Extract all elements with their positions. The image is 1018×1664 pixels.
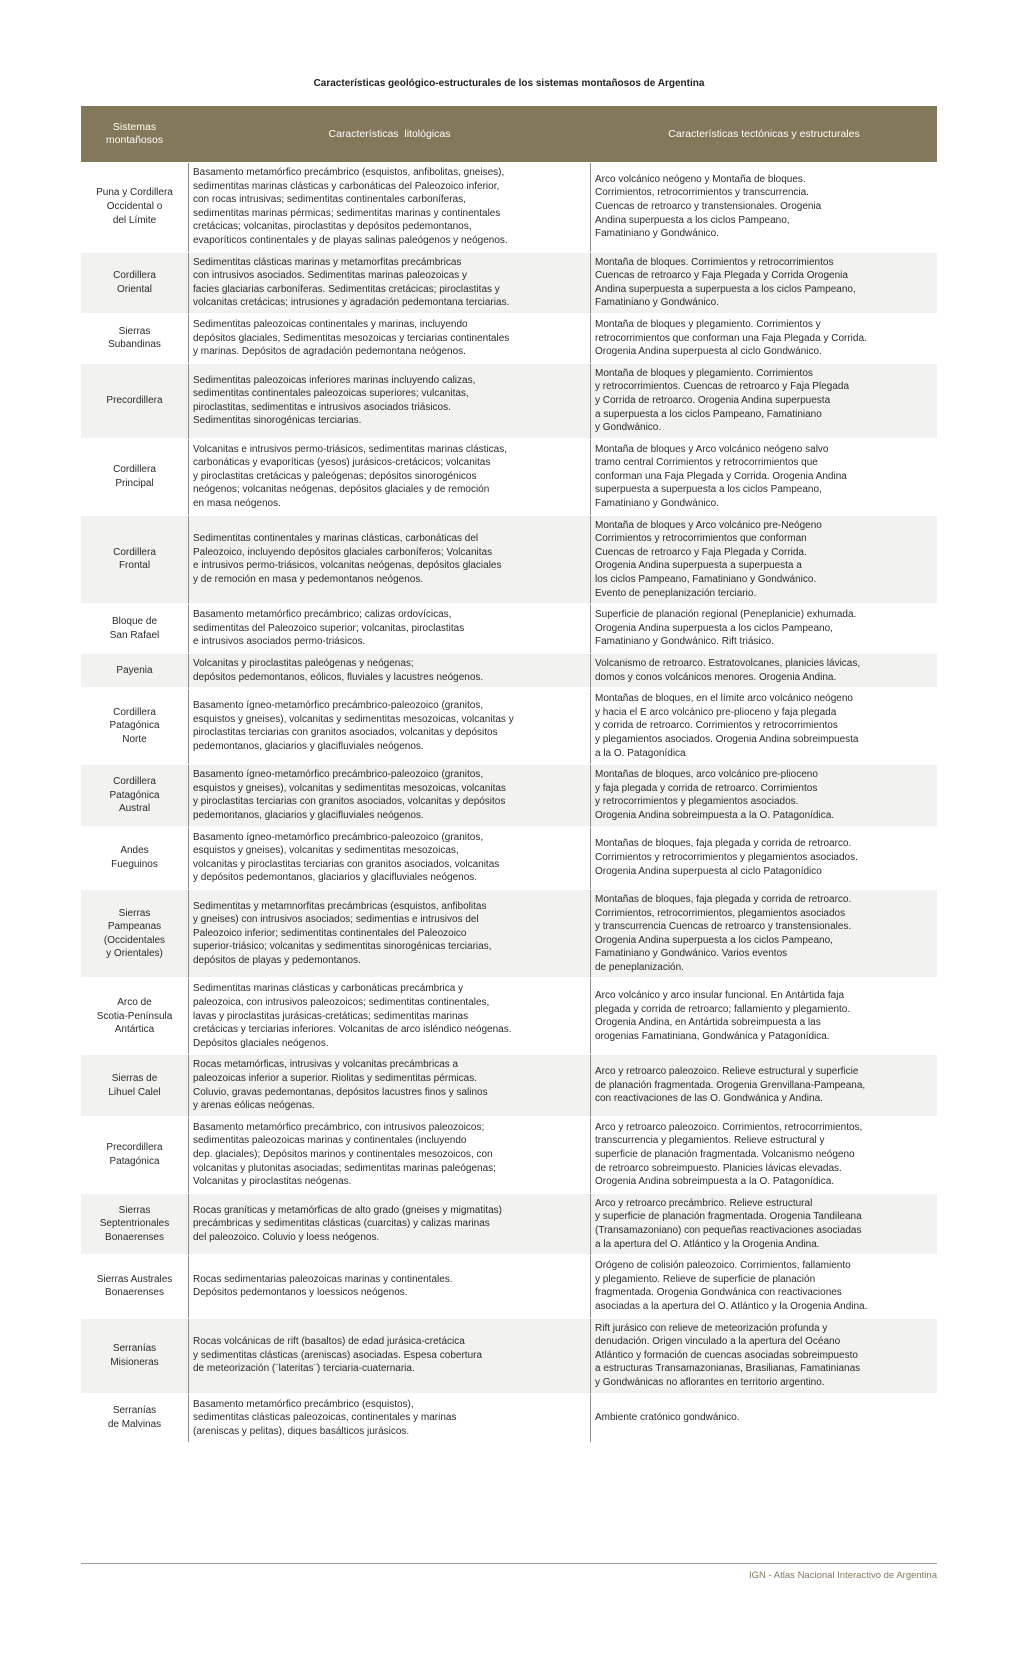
- table-row: [81, 163, 937, 253]
- lithology-cell: Basamento ígneo-metamórfico precámbrico-paleozoico (granitos, esquistos y gneises), volcanitas y sedimentitas mesozoicas, volcanitas y piroclastitas terciarias con granitos asociados, volcanitas y depósitos pedemontanos, glaciarios y glacifluviales neógenos.: [188, 828, 591, 890]
- page-title: Características geológico-estructurales de los sistemas montañosos de Argentina: [313, 78, 705, 89]
- system-cell: Sierras de Lihuel Calel: [81, 1055, 188, 1117]
- table-row: [81, 890, 937, 980]
- lithology-cell: Sedimentitas continentales y marinas clásticas, carbonáticas del Paleozoico, incluyendo depósitos glaciales carboníferos; Volcanitas e intrusivos permo-triásicos, volcanitas neógenas, depósitos glaciales y de remoción en masa y pedemontanos neógenos.: [188, 516, 591, 606]
- lithology-cell: Rocas metamórficas, intrusivas y volcanitas precámbricas a paleozoicas inferior a superior. Riolitas y sedimentitas pérmicas. Coluvio, gravas pedemontanas, depósitos lacustres finos y salinos y arenas eólicas neógenas.: [188, 1055, 591, 1117]
- lithology-cell: Sedimentitas y metamnorfitas precámbricas (esquistos, anfibolitas y gneises) con intrusivos asociados; sedimentias e intrusivos del Paleozoico inferior; sedimentitas continentales del Paleozoico superior-triásico; volcanitas y sedimentitas sinorogénicas terciarias, depósitos de playas y pedemontanos.: [188, 890, 591, 980]
- table-header-row: [81, 106, 937, 163]
- lithology-cell: Sedimentitas paleozoicas inferiores marinas incluyendo calizas, sedimentitas continentales paleozoicas superiores; vulcanitas, piroclastitas, sedimentitas e intrusivos asociados triásicos. Sedimentitas sinorogénicas terciarias.: [188, 364, 591, 440]
- header-tectonics: Características tectónicas y estructurales: [591, 106, 937, 163]
- tectonics-cell: Montañas de bloques, faja plegada y corrida de retroarco. Corrimientos y retrocorrimientos y plegamientos asociados. Orogenia Andina superpuesta al ciclo Patagonídico: [591, 828, 937, 890]
- lithology-cell: Basamento metamórfico precámbrico; calizas ordovícicas, sedimentitas del Paleozoico superior; volcanitas, piroclastitas e intrusivos asociados permo-triásicos.: [188, 605, 591, 654]
- lithology-cell: Rocas graníticas y metamórficas de alto grado (gneises y migmatitas) precámbricas y sedimentitas clásticas (cuarcitas) y calizas marinas del paleozoico. Coluvio y loess neógenos.: [188, 1194, 591, 1256]
- table-row: [81, 689, 937, 765]
- system-cell: Payenia: [81, 654, 188, 689]
- tectonics-cell: Ambiente cratónico gondwánico.: [591, 1395, 937, 1444]
- header-systems: [81, 106, 188, 163]
- table-row: [81, 979, 937, 1055]
- tectonics-cell: Arco y retroarco paleozoico. Relieve estructural y superficie de planación fragmentada. Orogenia Grenvillana-Pampeana, con reactivaciones de las O. Gondwánica y Andina.: [591, 1055, 937, 1117]
- table-row: [81, 1395, 937, 1444]
- tectonics-cell: Montaña de bloques y Arco volcánico pre-Neógeno Corrimientos y retrocorrimientos que conforman Cuencas de retroarco y Faja Plegada y Corrida. Orogenia Andina superpuesta a superpuesta a los ciclos Pampeano, Famatiniano y Gondwánico. Evento de peneplanización terciario.: [591, 516, 937, 606]
- lithology-cell: Basamento metamórfico precámbrico (esquistos), sedimentitas clásticas paleozoicas, continentales y marinas (areniscas y pelitas), diques basálticos jurásicos.: [188, 1395, 591, 1444]
- tectonics-cell: Montañas de bloques, arco volcánico pre-plioceno y faja plegada y corrida de retroarco. Corrimientos y retrocorrimientos y plegamientos asociados. Orogenia Andina sobreimpuesta a la O. Patagonídica.: [591, 765, 937, 827]
- lithology-cell: Basamento metamórfico precámbrico (esquistos, anfibolitas, gneises), sedimentitas marinas clásticas y carbonáticas del Paleozoico inferior, con rocas intrusivas; sedimentitas continentales carboníferas, sedimentitas marinas pérmicas; sedimentitas marinas y continentales cretácicas; volcanitas, piroclastitas y depósitos pedemontanos, evaporíticos continentales y de playas salinas paleógenos y neógenos.: [188, 163, 591, 253]
- system-cell: Bloque de San Rafael: [81, 605, 188, 654]
- lithology-cell: Basamento ígneo-metamórfico precámbrico-paleozoico (granitos, esquistos y gneises), volcanitas y sedimentitas mesozoicas, volcanitas y piroclastitas terciarias con granitos asociados, volcanitas y depósitos pedemontanos, glaciarios y glacifluviales neógenos.: [188, 765, 591, 827]
- lithology-cell: Volcanitas y piroclastitas paleógenas y neógenas; depósitos pedemontanos, eólicos, fluviales y lacustres neógenos.: [188, 654, 591, 689]
- tectonics-cell: Montaña de bloques. Corrimientos y retrocorrimientos Cuencas de retroarco y Faja Plegada y Corrida Orogenia Andina superpuesta a superpuesta a los ciclos Pampeano, Famatiniano y Gondwánico.: [591, 253, 937, 315]
- footer-divider: [81, 1563, 937, 1564]
- lithology-cell: Basamento metamórfico precámbrico, con intrusivos paleozoicos; sedimentitas paleozoicas marinas y continentales (incluyendo dep. glaciales); Depósitos marinos y continentales mesozoicos, con volcanitas y plutonitas asociadas; sedimentitas marinas paleógenas; Volcanitas y piroclastitas neógenas.: [188, 1118, 591, 1194]
- system-cell: Precordillera: [81, 364, 188, 440]
- lithology-cell: Basamento ígneo-metamórfico precámbrico-paleozoico (granitos, esquistos y gneises), volcanitas y sedimentitas mesozoicas, volcanitas y piroclastitas terciarias con granitos asociados, volcanitas y depósitos pedemontanos, glaciarios y glacifluviales neógenos.: [188, 689, 591, 765]
- tectonics-cell: Volcanismo de retroarco. Estratovolcanes, planicies lávicas, domos y conos volcánicos menores. Orogenia Andina.: [591, 654, 937, 689]
- system-cell: Cordillera Principal: [81, 440, 188, 516]
- lithology-cell: Rocas sedimentarias paleozoicas marinas y continentales. Depósitos pedemontanos y loessicos neógenos.: [188, 1256, 591, 1318]
- table-row: [81, 1256, 937, 1318]
- table-row: [81, 1194, 937, 1256]
- lithology-cell: Volcanitas e intrusivos permo-triásicos, sedimentitas marinas clásticas, carbonáticas y evaporíticas (yesos) jurásicos-cretácicos; volcanitas y piroclastitas cretácicas y paleógenas; depósitos sinorogénicos neógenos; volcanitas neógenas, depósitos glaciales y de remoción en masa neógenos.: [188, 440, 591, 516]
- tectonics-cell: Montaña de bloques y plegamiento. Corrimientos y retrocorrimientos que conforman una Faja Plegada y Corrida. Orogenia Andina superpuesta al ciclo Gondwánico.: [591, 315, 937, 364]
- system-cell: Sierras Pampeanas (Occidentales y Orientales): [81, 890, 188, 980]
- tectonics-cell: Arco y retroarco precámbrico. Relieve estructural y superficie de planación fragmentada. Orogenia Tandileana (Transamazoniano) con pequeñas reactivaciones asociadas a la apertura del O. Atlántico y la Orogenia Andina.: [591, 1194, 937, 1256]
- table-row: [81, 364, 937, 440]
- table-row: [81, 1055, 937, 1117]
- footer-credit: IGN - Atlas Nacional Interactivo de Argentina: [749, 1570, 937, 1581]
- table-row: [81, 253, 937, 315]
- system-cell: Sierras Septentrionales Bonaerenses: [81, 1194, 188, 1256]
- lithology-cell: Sedimentitas paleozoicas continentales y marinas, incluyendo depósitos glaciales, Sedimentitas mesozoicas y terciarias continentales y marinas. Depósitos de agradación pedemontana neógenos.: [188, 315, 591, 364]
- tectonics-cell: Montañas de bloques, faja plegada y corrida de retroarco. Corrimientos, retrocorrimientos, plegamientos asociados y transcurrencia Cuencas de retroarco y transtensionales. Orogenia Andina superpuesta a los ciclos Pampeano, Famatiniano y Gondwánico. Varios eventos de peneplanización.: [591, 890, 937, 980]
- system-cell: Serranías Misioneras: [81, 1319, 188, 1395]
- table-row: [81, 315, 937, 364]
- system-cell: Cordillera Patagónica Norte: [81, 689, 188, 765]
- table-row: [81, 828, 937, 890]
- table-row: [81, 1118, 937, 1194]
- system-cell: Cordillera Oriental: [81, 253, 188, 315]
- system-cell: Sierras Australes Bonaerenses: [81, 1256, 188, 1318]
- tectonics-cell: Arco volcánico neógeno y Montaña de bloques. Corrimientos, retrocorrimientos y transcurrencia. Cuencas de retroarco y transtensionales. Orogenia Andina superpuesta a los ciclos Pampeano, Famatiniano y Gondwánico.: [591, 163, 937, 253]
- system-cell: Arco de Scotia-Península Antártica: [81, 979, 188, 1055]
- tectonics-cell: Rift jurásico con relieve de meteorización profunda y denudación. Origen vinculado a la apertura del Océano Atlántico y formación de cuencas asociadas sobreimpuesto a estructuras Transamazonianas, Brasilianas, Famatinianas y Gondwánicas no aflorantes en territorio argentino.: [591, 1319, 937, 1395]
- system-cell: Puna y Cordillera Occidental o del Límite: [81, 163, 188, 253]
- tectonics-cell: Montaña de bloques y Arco volcánico neógeno salvo tramo central Corrimientos y retrocorrimientos que conforman una Faja Plegada y Corrida. Orogenia Andina superpuesta a superpuesta a los ciclos Pampeano, Famatiniano y Gondwánico.: [591, 440, 937, 516]
- system-cell: Precordillera Patagónica: [81, 1118, 188, 1194]
- tectonics-cell: Orógeno de colisión paleozoico. Corrimientos, fallamiento y plegamiento. Relieve de superficie de planación fragmentada. Orogenia Gondwánica con reactivaciones asociadas a la apertura del O. Atlántico y la Orogenia Andina.: [591, 1256, 937, 1318]
- system-cell: Cordillera Frontal: [81, 516, 188, 606]
- table-row: [81, 765, 937, 827]
- header-lithology: Características litológicas: [188, 106, 591, 163]
- system-cell: Andes Fueguinos: [81, 828, 188, 890]
- table-row: [81, 440, 937, 516]
- table-row: [81, 516, 937, 606]
- system-cell: Cordillera Patagónica Austral: [81, 765, 188, 827]
- system-cell: Sierras Subandinas: [81, 315, 188, 364]
- tectonics-cell: Arco volcánico y arco insular funcional. En Antártida faja plegada y corrida de retroarco; fallamiento y plegamiento. Orogenia Andina, en Antártida sobreimpuesta a las orogenias Famatiniana, Gondwánica y Patagonídica.: [591, 979, 937, 1055]
- tectonics-cell: Montañas de bloques, en el límite arco volcánico neógeno y hacia el E arco volcánico pre-plioceno y faja plegada y corrida de retroarco. Corrimientos y retrocorrimientos y plegamientos asociados. Orogenia Andina sobreimpuesta a la O. Patagonídica: [591, 689, 937, 765]
- lithology-cell: Rocas volcánicas de rift (basaltos) de edad jurásica-cretácica y sedimentitas clásticas (areniscas) asociadas. Espesa cobertura de meteorización (¨lateritas¨) terciaria-cuaternaria.: [188, 1319, 591, 1395]
- geology-table: [81, 106, 937, 1443]
- tectonics-cell: Montaña de bloques y plegamiento. Corrimientos y retrocorrimientos. Cuencas de retroarco y Faja Plegada y Corrida de retroarco. Orogenia Andina superpuesta a superpuesta a los ciclos Pampeano, Famatiniano y Gondwánico.: [591, 364, 937, 440]
- lithology-cell: Sedimentitas marinas clásticas y carbonáticas precámbrica y paleozoica, con intrusivos paleozoicos; sedimentitas continentales, lavas y piroclastitas jurásicas-cretáticas; sedimentitas marinas cretácicas y terciarias inferiores. Volcanitas de arco isléndico neógenas. Depósitos glaciales neógenos.: [188, 979, 591, 1055]
- table-row: [81, 605, 937, 654]
- header-systems-label: Sistemas montañosos: [105, 121, 164, 146]
- table-row: [81, 1319, 937, 1395]
- system-cell: Serranías de Malvinas: [81, 1395, 188, 1444]
- tectonics-cell: Superficie de planación regional (Peneplanicie) exhumada. Orogenia Andina superpuesta a los ciclos Pampeano, Famatiniano y Gondwánico. Rift triásico.: [591, 605, 937, 654]
- tectonics-cell: Arco y retroarco paleozoico. Corrimientos, retrocorrimientos, transcurrencia y plegamientos. Relieve estructural y superficie de planación fragmentada. Volcanismo neógeno de retroarco sobreimpuesto. Planicies lávicas elevadas. Orogenia Andina sobreimpuesta a la O. Patagonídica.: [591, 1118, 937, 1194]
- lithology-cell: Sedimentitas clásticas marinas y metamorfitas precámbricas con intrusivos asociados. Sedimentitas marinas paleozoicas y facies glaciarias carboníferas. Sedimentitas cretácicas; piroclastitas y volcanitas cretácicas; intrusiones y agradación pedemontana terciarias.: [188, 253, 591, 315]
- table-row: [81, 654, 937, 689]
